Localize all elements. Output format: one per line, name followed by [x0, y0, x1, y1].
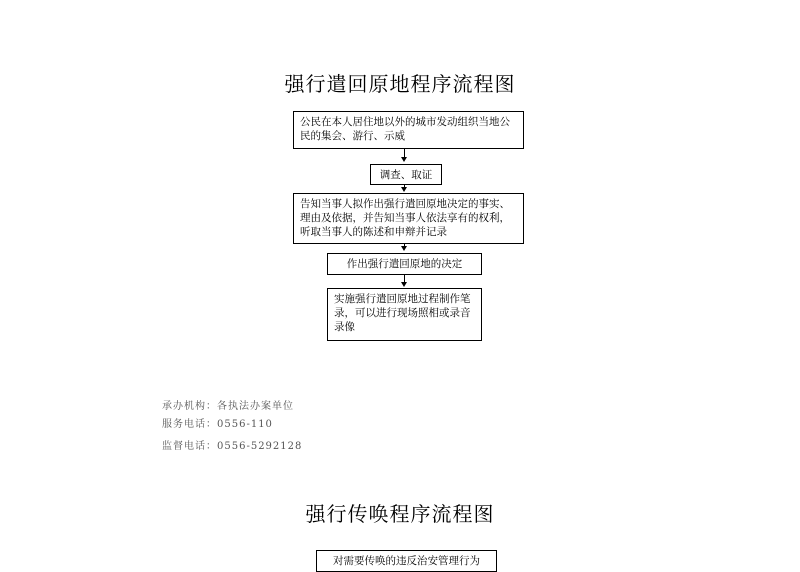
service-phone-label: 服务电话：0556-110	[162, 419, 273, 430]
arrow-down-icon	[401, 246, 407, 251]
agency-label: 承办机构：各执法办案单位	[162, 401, 294, 412]
arrow-down-icon	[401, 187, 407, 192]
arrow-down-icon	[401, 282, 407, 287]
flow-step-1: 对需要传唤的违反治安管理行为	[316, 550, 497, 572]
flow-step-5: 实施强行遣回原地过程制作笔录，可以进行现场照相或录音录像	[327, 288, 482, 341]
flow-step-3: 告知当事人拟作出强行遣回原地决定的事实、理由及依据，并告知当事人依法享有的权利，听取当事人的陈述和申辩并记录	[293, 193, 524, 244]
diagram-title: 强行遣回原地程序流程图	[284, 72, 516, 96]
diagram-title: 强行传唤程序流程图	[305, 502, 495, 526]
flow-step-4: 作出强行遣回原地的决定	[327, 253, 482, 275]
flow-step-2: 调查、取证	[370, 164, 442, 185]
supervision-phone-label: 监督电话：0556-5292128	[162, 441, 303, 452]
flow-step-1: 公民在本人居住地以外的城市发动组织当地公民的集会、游行、示威	[293, 111, 524, 149]
arrow-down-icon	[401, 157, 407, 162]
